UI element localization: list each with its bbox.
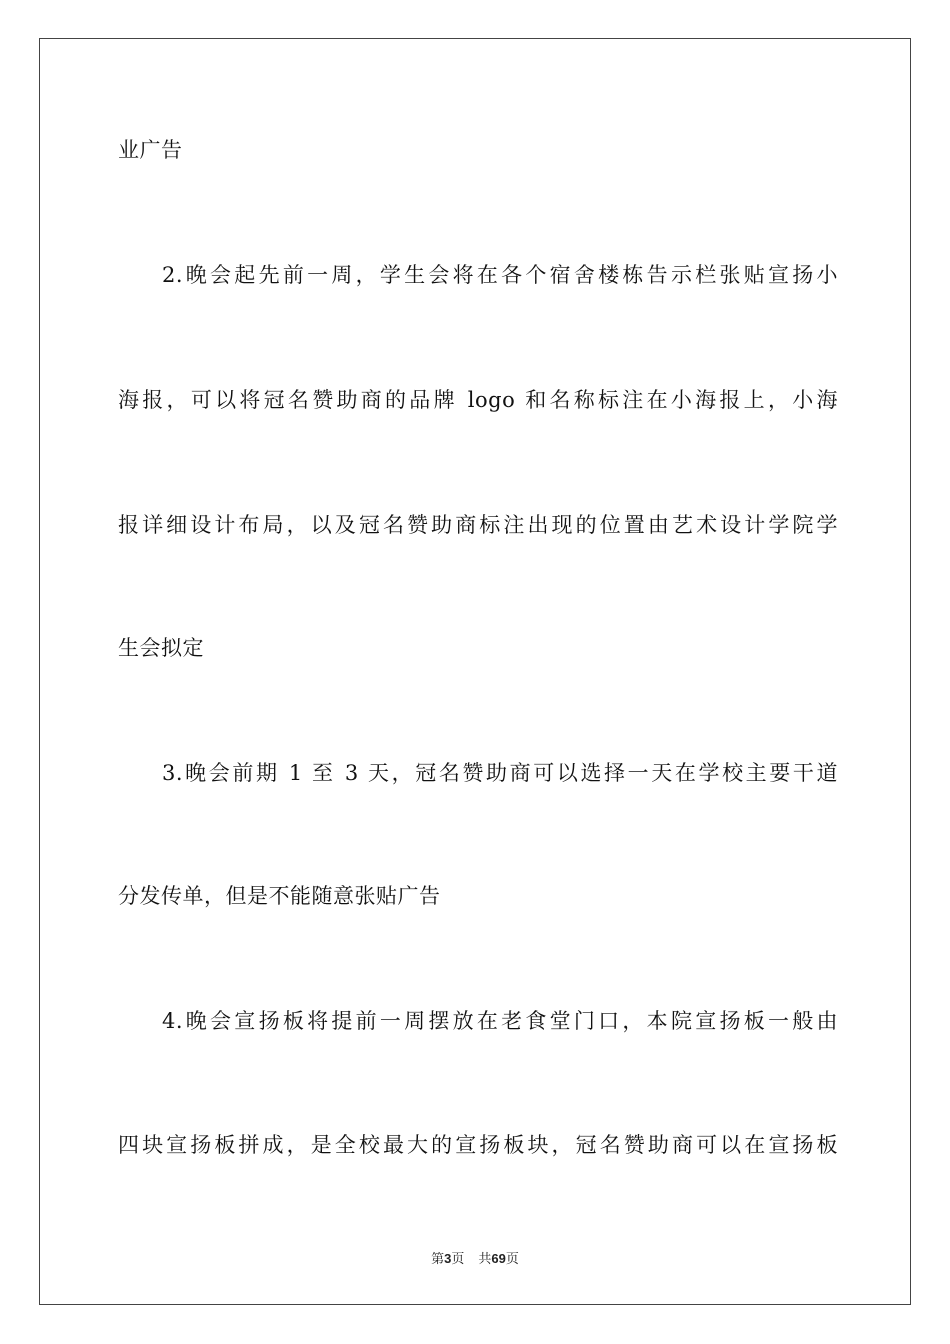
page-border [39, 38, 911, 1305]
total-suffix: 页 [505, 1252, 519, 1267]
body-text-line: 2.晚会起先前一周，学生会将在各个宿舍楼栋告示栏张贴宣扬小 [162, 263, 838, 287]
page-number: 3 [444, 1251, 452, 1266]
body-text-line: 报详细设计布局，以及冠名赞助商标注出现的位置由艺术设计学院学 [118, 513, 838, 537]
page-footer [0, 1248, 950, 1267]
page-suffix: 页 [451, 1252, 465, 1267]
body-text-line: 四块宣扬板拼成，是全校最大的宣扬板块，冠名赞助商可以在宣扬板 [118, 1133, 838, 1157]
total-pages: 69 [491, 1251, 506, 1266]
body-text-line: 分发传单，但是不能随意张贴广告 [118, 884, 441, 908]
body-text-line: 4.晚会宣扬板将提前一周摆放在老食堂门口，本院宣扬板一般由 [162, 1009, 838, 1033]
body-text-line: 海报，可以将冠名赞助商的品牌 logo 和名称标注在小海报上，小海 [118, 388, 838, 412]
body-text-line: 3.晚会前期 1 至 3 天，冠名赞助商可以选择一天在学校主要干道 [162, 761, 838, 785]
body-text-line: 业广告 [118, 138, 183, 162]
total-prefix: 共 [478, 1252, 492, 1267]
page-prefix: 第 [431, 1252, 445, 1267]
body-text-line: 生会拟定 [118, 636, 204, 660]
